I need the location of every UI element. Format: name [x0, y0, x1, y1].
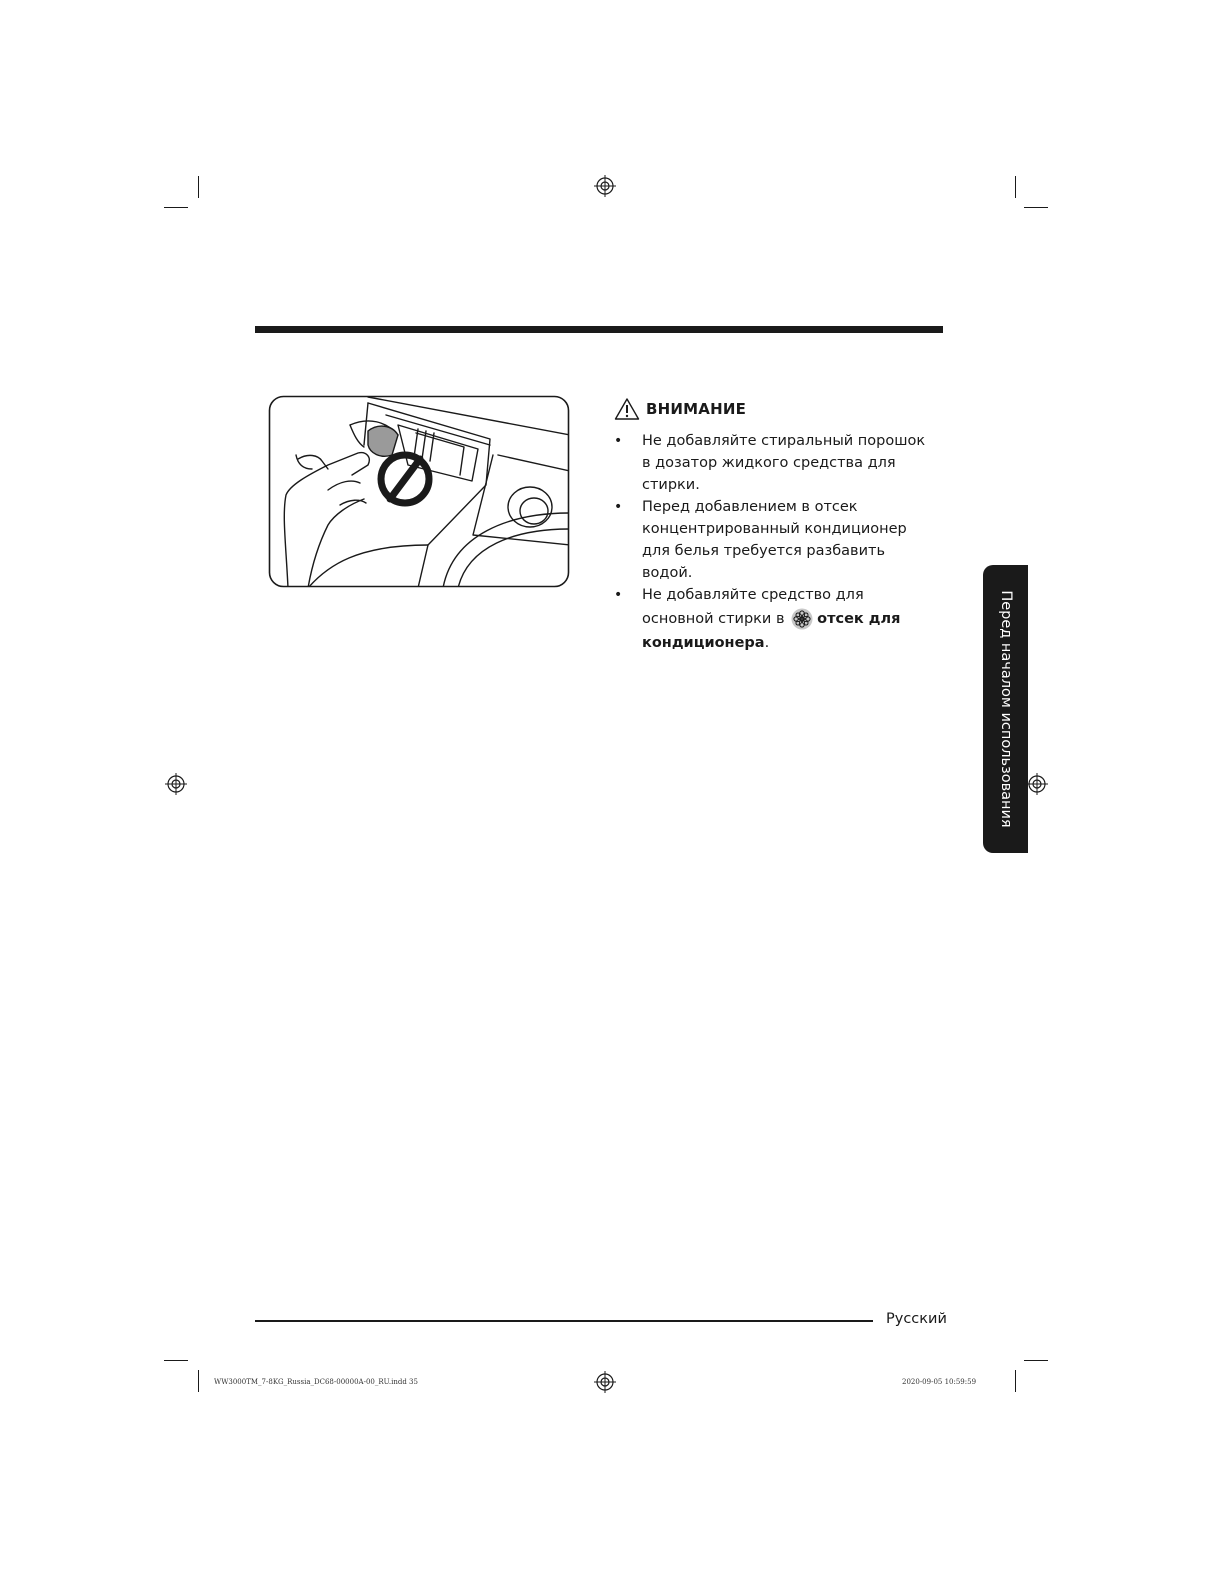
- file-info: WW3000TM_7-8KG_Russia_DC68-00000A-00_RU.indd 35: [214, 1378, 418, 1386]
- date-info: 2020-09-05 10:59:59: [902, 1378, 977, 1386]
- crop-mark: [198, 176, 199, 198]
- list-item: [614, 583, 934, 655]
- registration-mark-icon: [594, 1371, 616, 1393]
- crop-mark: [1015, 176, 1016, 198]
- caution-list: [614, 430, 934, 655]
- list-item-text: Не добавляйте средство для основной стирки в: [642, 587, 864, 627]
- caution-title: ВНИМАНИЕ: [646, 400, 747, 418]
- crop-mark: [164, 1360, 188, 1361]
- registration-mark-icon: [165, 773, 187, 795]
- chapter-side-tab: [983, 565, 1028, 853]
- crop-mark: [164, 207, 188, 208]
- footer-rule: [255, 1320, 873, 1322]
- crop-mark: [198, 1370, 199, 1392]
- list-item: [614, 430, 934, 496]
- chapter-side-tab-label: Перед началом использования: [997, 590, 1014, 828]
- registration-mark-icon: [1026, 773, 1048, 795]
- crop-mark: [1024, 207, 1048, 208]
- list-item-text: Перед добавлением в отсек концентрированный кондиционер для белья требуется разбавить водой.: [642, 499, 907, 581]
- crop-mark: [1024, 1360, 1048, 1361]
- language-label: Русский: [886, 1311, 947, 1327]
- registration-mark-icon: [594, 175, 616, 197]
- softener-flower-icon: [791, 608, 813, 630]
- prohibition-icon: [381, 455, 429, 503]
- list-item: [614, 496, 934, 584]
- warning-triangle-icon: [614, 397, 640, 421]
- dispenser-illustration: [268, 395, 570, 588]
- caution-header: [614, 396, 934, 422]
- softener-compartment-label: отсек для кондиционера: [642, 611, 901, 651]
- list-item-text: .: [764, 635, 770, 651]
- section-rule: [255, 326, 943, 333]
- crop-mark: [1015, 1370, 1016, 1392]
- caution-block: [614, 396, 934, 655]
- list-item-text: Не добавляйте стиральный порошок в дозатор жидкого средства для стирки.: [642, 433, 926, 493]
